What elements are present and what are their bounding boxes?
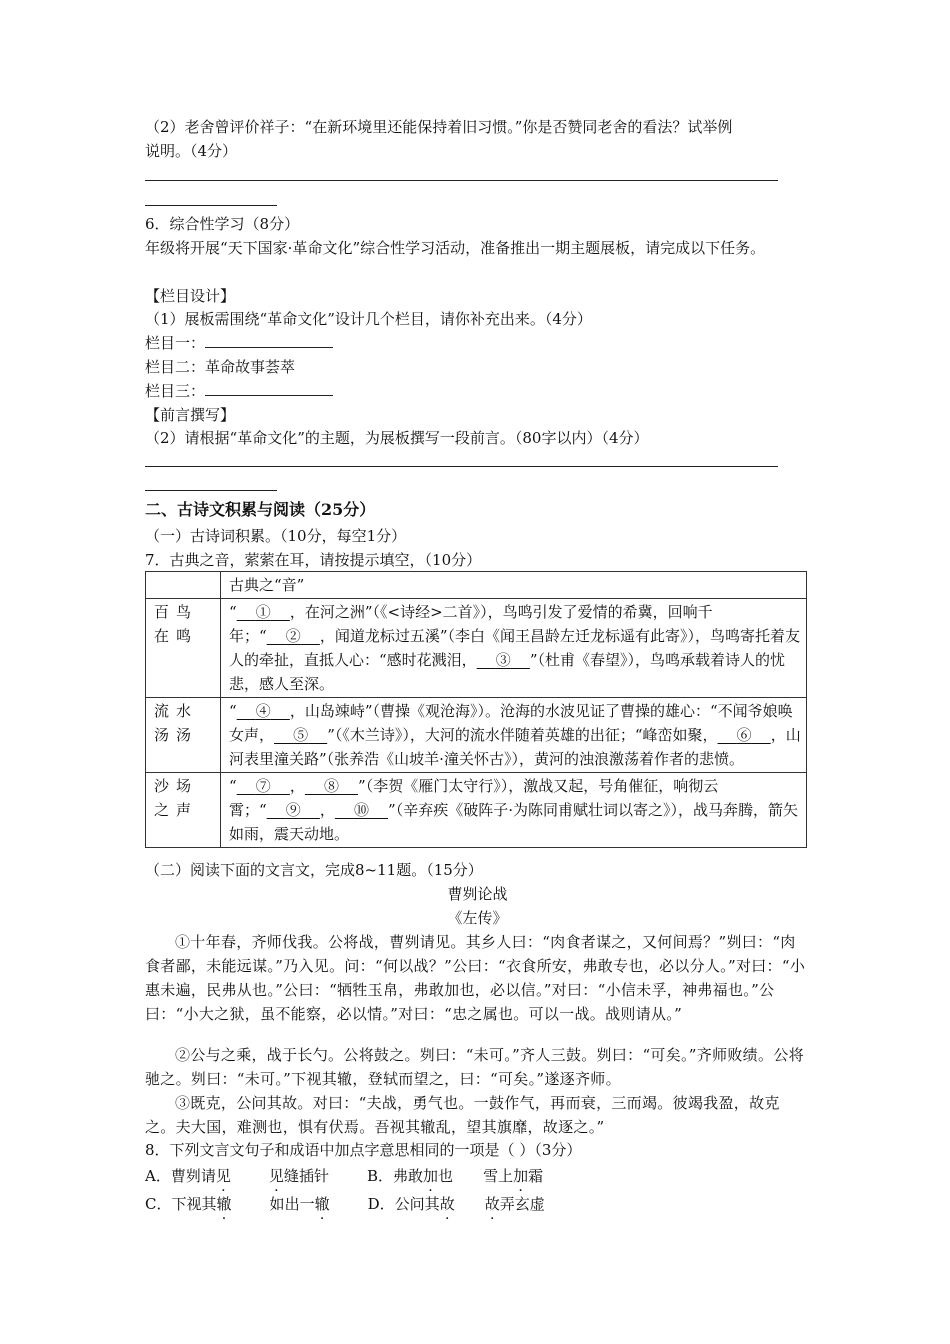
- row-content: “ ① ，在河之洲”（《<诗经>二首》），鸟鸣引发了爱情的希冀，回响千年；“ ② ，闻道龙标过五溪”（李白《闻王昌龄左迁龙标遥有此寄》），鸟鸣寄托着友人的牵扯，直抵人心：“感时花溅泪， ③ ”（杜甫《春望》），鸟鸣承载着诗人的忧悲，感人至深。: [221, 599, 807, 698]
- option-c[interactable]: C．下视其辙: [145, 1195, 232, 1213]
- column-three-blank[interactable]: [205, 379, 333, 396]
- answer-line-short[interactable]: [145, 205, 277, 206]
- column-two: 栏目二：革命故事荟萃: [145, 358, 296, 376]
- q6-title: 6．综合性学习（8分）: [145, 215, 300, 233]
- option-d[interactable]: D．公问其故: [367, 1195, 455, 1213]
- option-a[interactable]: A．曹刿请见: [145, 1167, 231, 1185]
- option-d-idiom: 故弄玄虚: [484, 1195, 545, 1213]
- fill-blank[interactable]: ④: [255, 702, 271, 720]
- q6-task2: （2）请根据“革命文化”的主题，为展板撰写一段前言。（80字以内）（4分）: [145, 429, 649, 447]
- part2-heading: 二、古诗文积累与阅读（25分）: [145, 500, 376, 519]
- table-row: [146, 572, 807, 599]
- row-head: 沙场之声: [146, 773, 221, 848]
- table-header: 古典之“音”: [221, 572, 807, 599]
- q6-intro: 年级将开展“天下国家·革命文化”综合性学习活动，准备推出一期主题展板，请完成以下任务。: [145, 239, 766, 257]
- table-row: [146, 698, 807, 773]
- column-three-label: 栏目三：: [145, 382, 206, 400]
- fill-blank[interactable]: ⑧: [323, 777, 339, 795]
- part2-sub1: （一）古诗词积累。（10分，每空1分）: [145, 527, 407, 545]
- q6-task1: （1）展板需围绕“革命文化”设计几个栏目，请你补充出来。（4分）: [145, 310, 592, 328]
- option-a-idiom: 见缝插针: [268, 1167, 329, 1185]
- classical-para2: ②公与之乘，战于长勺。公将鼓之。刿曰：“未可。”齐人三鼓。刿曰：“可矣。”齐师败绩。公将驰之。刿曰：“未可。”下视其辙，登轼而望之，曰：“可矣。”遂逐齐师。: [145, 1046, 804, 1088]
- column-one-blank[interactable]: [205, 331, 333, 348]
- q6-section-preface: 【前言撰写】: [145, 406, 236, 424]
- q8-options-row2: [145, 1192, 810, 1216]
- classical-source: 《左传》: [447, 909, 508, 927]
- fill-blank[interactable]: ①: [255, 603, 271, 621]
- answer-line-short[interactable]: [145, 490, 277, 491]
- emphasis-dot-char: 辙: [216, 1195, 232, 1213]
- q6-section-design: 【栏目设计】: [145, 287, 236, 305]
- poem-table: [145, 571, 807, 848]
- column-one: [145, 331, 810, 355]
- option-b[interactable]: B．弗敢加也: [366, 1167, 454, 1185]
- table-row: [146, 773, 807, 848]
- answer-line[interactable]: [145, 180, 778, 181]
- row-content: “ ⑦ ， ⑧ ”（李贺《雁门太守行》），激战又起，号角催征，响彻云霄；“ ⑨ ， ⑩ ”（辛弃疾《破阵子·为陈同甫赋壮词以寄之》），战马奔腾，箭矢如雨，震天动地。: [221, 773, 807, 848]
- column-three: [145, 379, 810, 403]
- column-one-label: 栏目一：: [145, 334, 206, 352]
- row-head: 流水汤汤: [146, 698, 221, 773]
- emphasis-dot-char: 故: [484, 1195, 500, 1213]
- classical-sub2: （二）阅读下面的文言文，完成8~11题。（15分）: [145, 861, 483, 879]
- fill-blank[interactable]: ②: [285, 627, 301, 645]
- q8-options-row1: [145, 1164, 810, 1188]
- fill-blank[interactable]: ⑤: [293, 726, 309, 744]
- emphasis-dot-char: 见: [215, 1167, 231, 1185]
- fill-blank[interactable]: ⑥: [736, 726, 752, 744]
- emphasis-dot-char: 加: [513, 1167, 529, 1185]
- option-b-idiom: 雪上加霜: [483, 1167, 544, 1185]
- fill-blank[interactable]: ⑩: [353, 801, 369, 819]
- q7-stem: 7．古典之音，萦萦在耳，请按提示填空，（10分）: [145, 551, 482, 569]
- row-head: 百鸟在鸣: [146, 599, 221, 698]
- emphasis-dot-char: 见: [268, 1167, 284, 1185]
- q5-2-line1: （2）老舍曾评价祥子：“在新环境里还能保持着旧习惯。”你是否赞同老舍的看法？试举例: [145, 118, 733, 136]
- fill-blank[interactable]: ③: [495, 651, 511, 669]
- classical-title: 曹刿论战: [447, 885, 508, 903]
- fill-blank[interactable]: ⑨: [285, 801, 301, 819]
- option-c-idiom: 如出一辙: [269, 1195, 330, 1213]
- answer-line[interactable]: [145, 466, 778, 467]
- classical-para1: ①十年春，齐师伐我。公将战，曹刿请见。其乡人曰：“肉食者谋之，又何间焉？”刿曰：“肉食者鄙，未能远谋。”乃入见。问：“何以战？”公曰：“衣食所安，弗敢专也，必以分人。”对曰：“小惠未遍，民弗从也。”公曰：“牺牲玉帛，弗敢加也，必以信。”对曰：“小信未孚，神弗福也。”公曰：“小大之狱，虽不能察，必以情。”对曰：“忠之属也。可以一战。战则请从。”: [145, 933, 806, 1023]
- q8-stem: 8．下列文言文句子和成语中加点字意思相同的一项是（ ）（3分）: [145, 1141, 582, 1159]
- q5-2-line2: 说明。（4分）: [145, 142, 238, 160]
- table-row: [146, 599, 807, 698]
- emphasis-dot-char: 故: [439, 1195, 455, 1213]
- table-corner: [146, 572, 221, 599]
- emphasis-dot-char: 辙: [314, 1195, 330, 1213]
- emphasis-dot-char: 加: [423, 1167, 439, 1185]
- row-content: “ ④ ，山岛竦峙”（曹操《观沧海》）。沧海的水波见证了曹操的雄心：“不闻爷娘唤女声， ⑤ ”（《木兰诗》），大河的流水伴随着英雄的出征；“峰峦如聚， ⑥ ，山河表里潼关路”（张养浩《山坡羊·潼关怀古》），黄河的浊浪激荡着作者的悲愤。: [221, 698, 807, 773]
- fill-blank[interactable]: ⑦: [255, 777, 271, 795]
- classical-para3: ③既克，公问其故。对曰：“夫战，勇气也。一鼓作气，再而衰，三而竭。彼竭我盈，故克之。夫大国，难测也，惧有伏焉。吾视其辙乱，望其旗靡，故逐之。”: [145, 1094, 780, 1136]
